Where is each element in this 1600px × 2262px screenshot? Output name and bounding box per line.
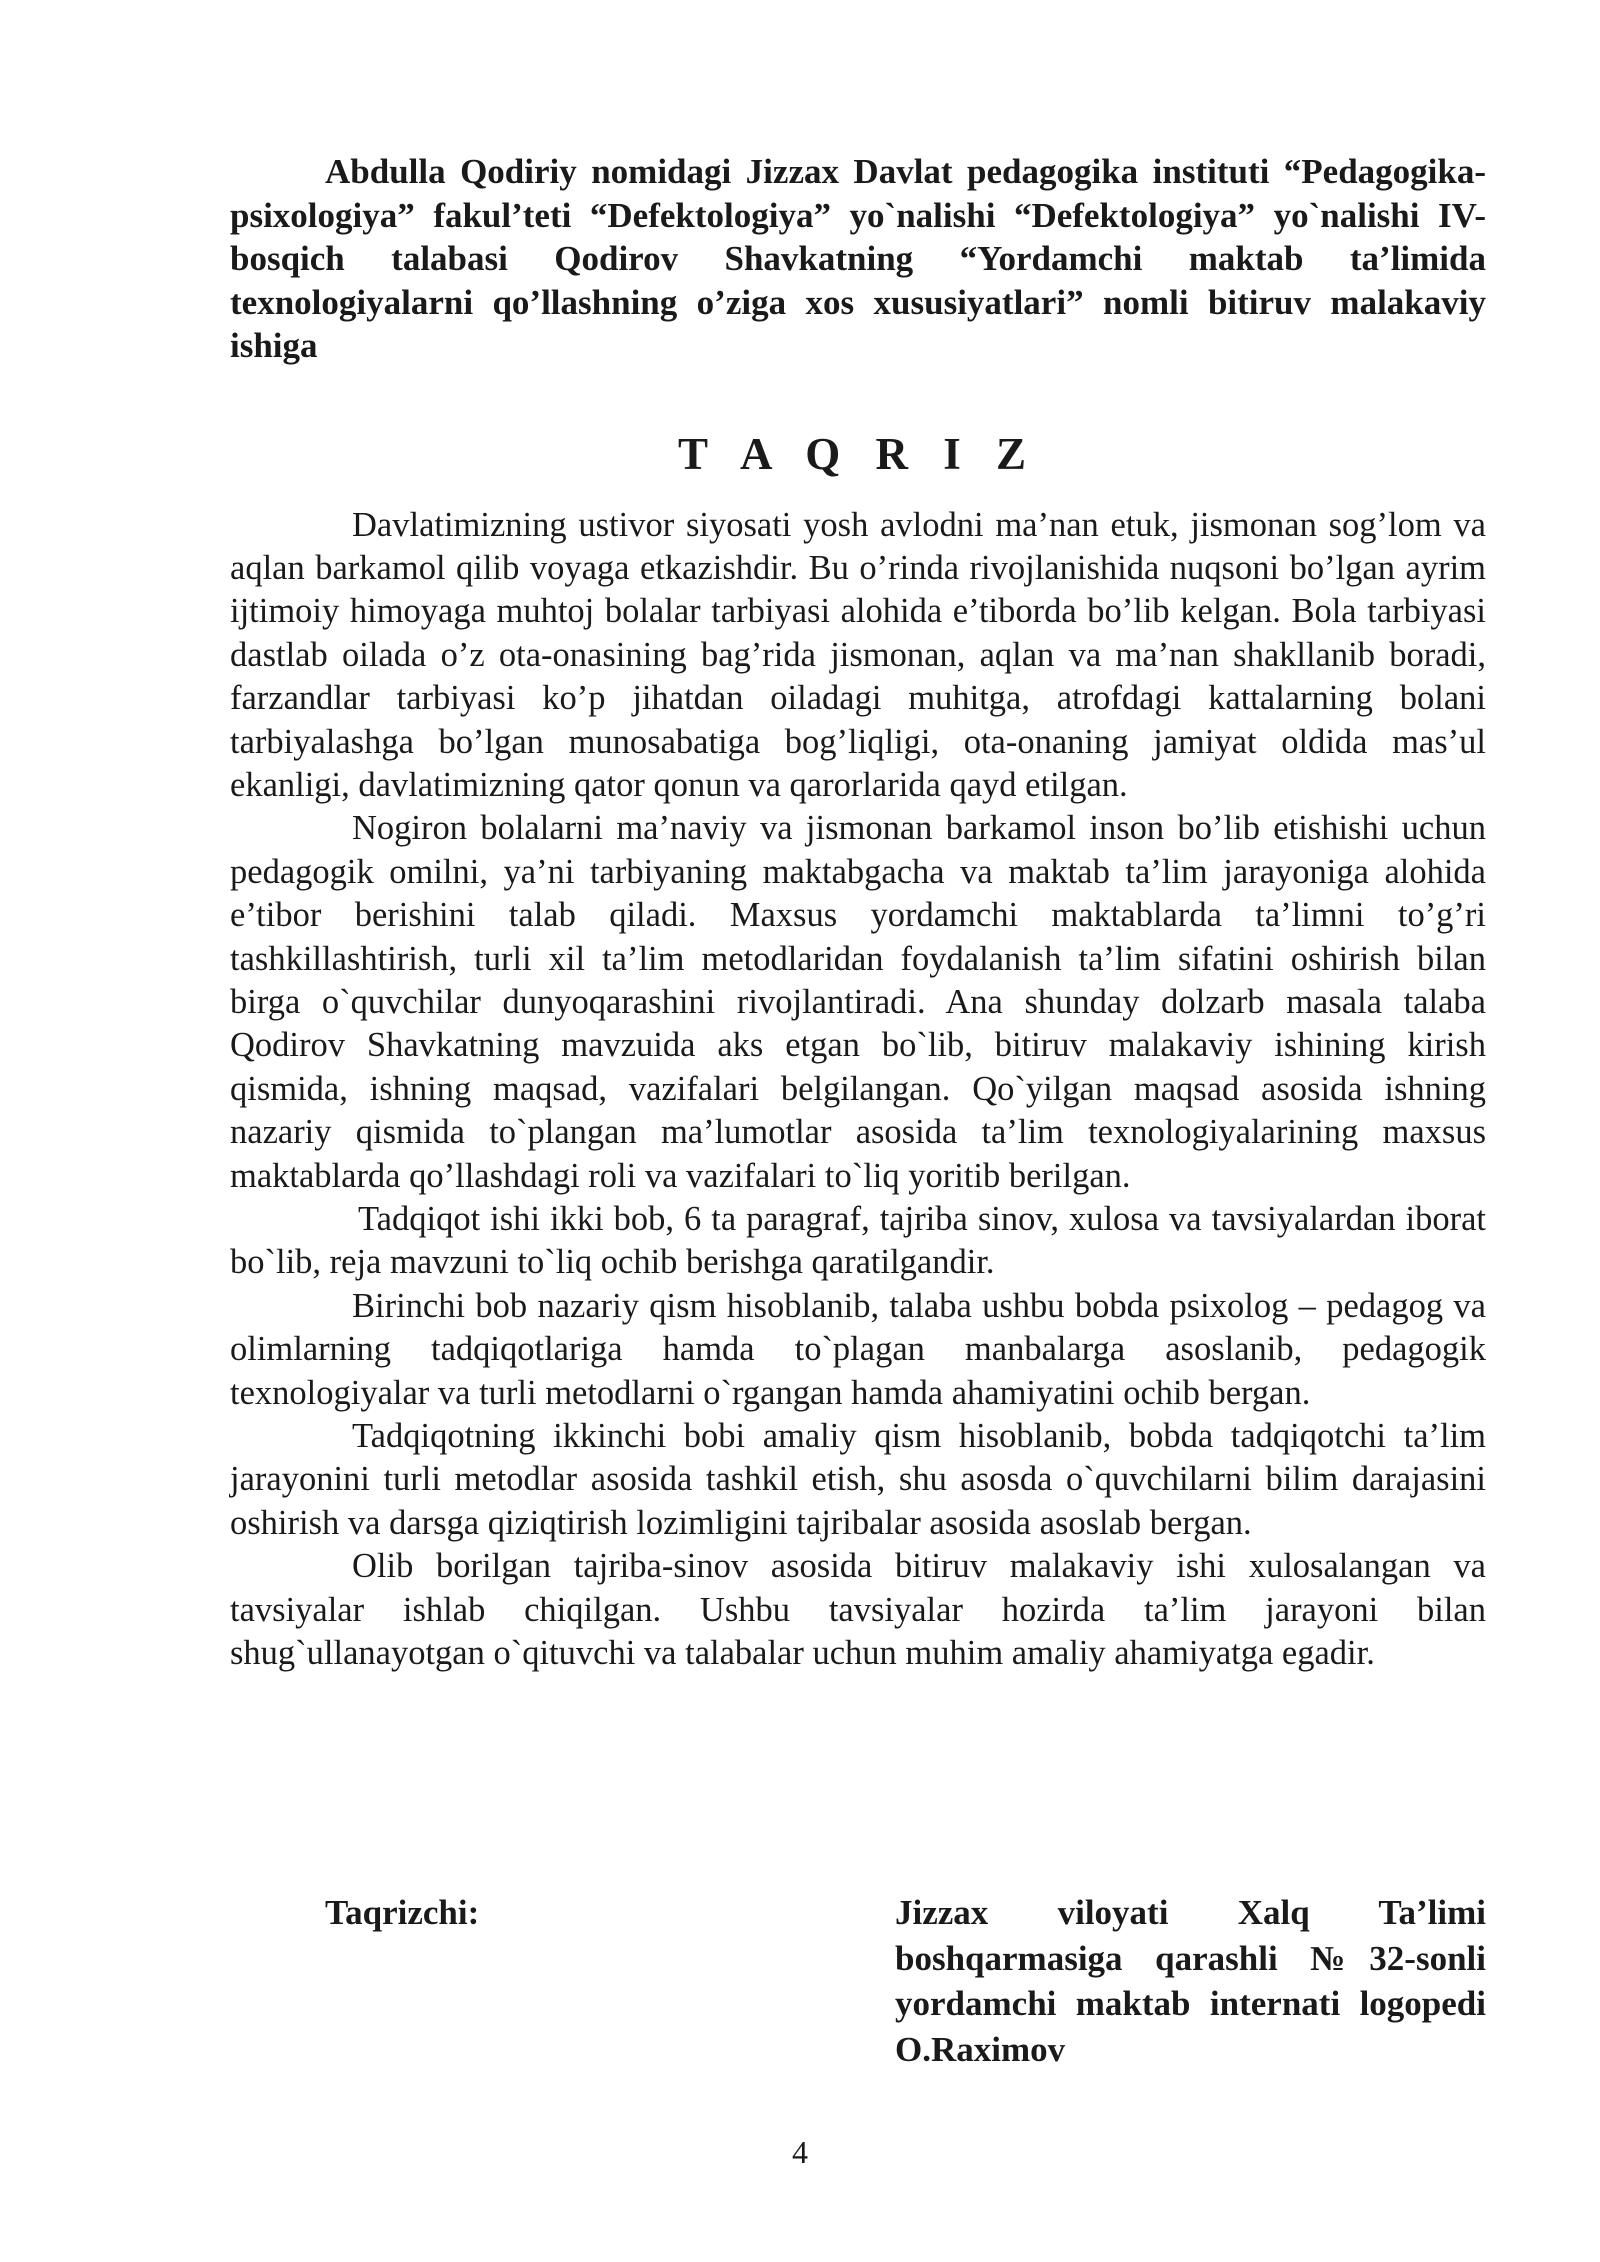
- reviewer-details: Jizzax viloyati Xalq Ta’limi boshqarmasiga qarashli №32-sonli yordamchi maktab internati logopedi O.Raximov: [895, 1893, 1486, 2069]
- document-page: [230, 150, 1486, 2069]
- paragraph-5: Tadqiqotning ikkinchi bobi amaliy qism hisoblanib, bobda tadqiqotchi ta’lim jarayonini turli metodlar asosida tashkil etish, shu asosda o`quvchilarni bilim darajasini oshirish va darsga qiziqtirish lozimligini tajribalar asosida asoslab bergan.: [230, 1417, 1486, 1542]
- document-body: [230, 504, 1486, 1676]
- page-number: 4: [792, 2134, 808, 2170]
- paragraph-6: Olib borilgan tajriba-sinov asosida bitiruv malakaviy ishi xulosalangan va tavsiyalar ishlab chiqilgan. Ushbu tavsiyalar hozirda ta’lim jarayoni bilan shug`ullanayotgan o`qituvchi va talabalar uchun muhim amaliy ahamiyatga egadir.: [230, 1547, 1486, 1673]
- paragraph-1: Davlatimizning ustivor siyosati yosh avlodni ma’nan etuk, jismonan sog’lom va aqlan barkamol qilib voyaga etkazishdir. Bu o’rinda rivojlanishida nuqsoni bo’lgan ayrim ijtimoiy himoyaga muhtoj bolalar tarbiyasi alohida e’tiborda bo’lib kelgan. Bola tarbiyasi dastlab oilada o’z ota-onasining bag’rida jismonan, aqlan va ma’nan shakllanib boradi, farzandlar tarbiyasi ko’p jihatdan oiladagi muhitga, atrofdagi kattalarning bolani tarbiyalashga bo’lgan munosabatiga bog’liqligi, ota-onaning jamiyat oldida mas’ul ekanligi, davlatimizning qator qonun va qarorlarida qayd etilgan.: [230, 505, 1486, 804]
- reviewer-label: Taqrizchi:: [325, 1893, 480, 1932]
- paragraph-3: Tadqiqot ishi ikki bob, 6 ta paragraf, tajriba sinov, xulosa va tavsiyalardan iborat bo`lib, reja mavzuni to`liq ochib berishga qaratilgandir.: [230, 1200, 1486, 1282]
- paragraph-4: Birinchi bob nazariy qism hisoblanib, talaba ushbu bobda psixolog – pedagog va olimlarning tadqiqotlariga hamda to`plagan manbalarga asoslanib, pedagogik texnologiyalar va turli metodlarni o`rgangan hamda ahamiyatini ochib bergan.: [230, 1286, 1486, 1412]
- paragraph-2: Nogiron bolalarni ma’naviy va jismonan barkamol inson bo’lib etishishi uchun pedagogik omilni, ya’ni tarbiyaning maktabgacha va maktab ta’lim jarayoniga alohida e’tibor berishini talab qiladi. Maxsus yordamchi maktablarda ta’limni to’g’ri tashkillashtirish, turli xil ta’lim metodlaridan foydalanish ta’lim sifatini oshirish bilan birga o`quvchilar dunyoqarashini rivojlantiradi. Ana shunday dolzarb masala talaba Qodirov Shavkatning mavzuida aks etgan bo`lib, bitiruv malakaviy ishining kirish qismida, ishning maqsad, vazifalari belgilangan. Qo`yilgan maqsad asosida ishning nazariy qismida to`plangan ma’lumotlar asosida ta’lim texnologiyalarining maxsus maktablarda qo’llashdagi roli va vazifalari to`liq yoritib berilgan.: [230, 809, 1486, 1195]
- document-header: Abdulla Qodiriy nomidagi Jizzax Davlat pedagogika instituti “Pedagogika-psixologiya” fakul’teti “Defektologiya” yo`nalishi “Defektologiya” yo`nalishi IV-bosqich talabasi Qodirov Shavkatning “Yordamchi maktab ta’limida texnologiyalarni qo’llashning o’ziga xos xususiyatlari” nomli bitiruv malakaviy ishiga: [230, 152, 1486, 365]
- document-title: T A Q R I Z: [677, 428, 1038, 479]
